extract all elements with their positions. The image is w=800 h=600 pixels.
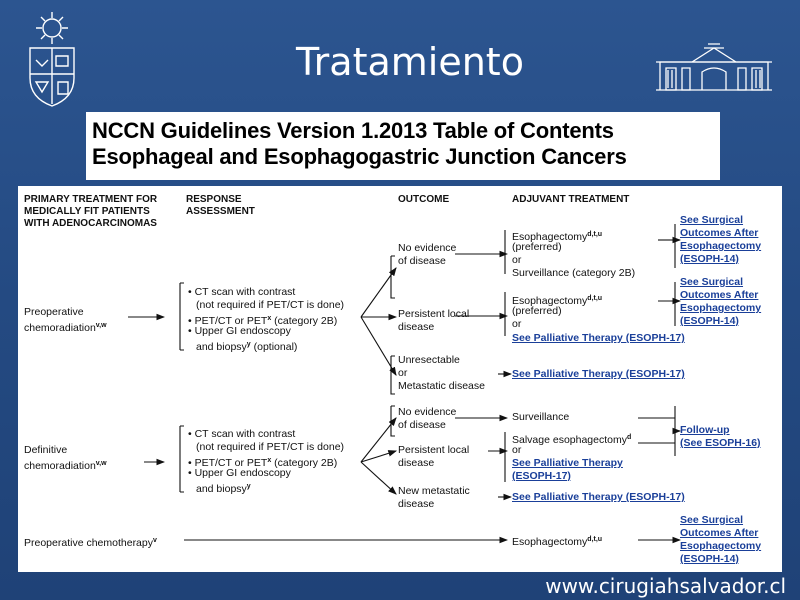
outcome-new-metastatic-a: New metastatic: [398, 485, 470, 497]
link-surgical-3d[interactable]: (ESOPH-14): [680, 553, 739, 565]
assess2-line3: • PET/CT or PET$^x$ (category 2B): [188, 457, 338, 469]
link-surgical-1c[interactable]: Esophagectomy: [680, 240, 762, 252]
adj1-preferred: (preferred): [512, 241, 562, 253]
link-surgical-3c[interactable]: Esophagectomy: [680, 540, 762, 552]
assess2-line2: (not required if PET/CT is done): [196, 441, 345, 453]
link-surgical-2c[interactable]: Esophagectomy: [680, 302, 762, 314]
primary-definitive-2: chemoradiation$^{v,w}$: [24, 460, 107, 472]
outcome-no-evidence-2b: of disease: [398, 419, 446, 431]
outcome-persistent-1b: disease: [398, 321, 435, 333]
link-surgical-3a[interactable]: See Surgical: [680, 514, 744, 526]
adj1-surveillance-2b: Surveillance (category 2B): [512, 267, 636, 279]
adj1-esophagectomy: Esophagectomy$^{d,t,u}$: [512, 231, 603, 243]
adj1-or: or: [512, 254, 522, 266]
adj2-preferred: (preferred): [512, 305, 562, 317]
link-surgical-2d[interactable]: (ESOPH-14): [680, 315, 739, 327]
assess2-line5: and biopsy$^y$: [196, 483, 251, 495]
outcome-no-evidence-1b: of disease: [398, 255, 446, 267]
adj2-or: or: [512, 318, 522, 330]
nccn-title-box: [86, 112, 720, 180]
link-followup-b[interactable]: (See ESOPH-16): [680, 437, 761, 449]
link-followup-a[interactable]: Follow-up: [680, 424, 730, 436]
outcome-new-metastatic-b: disease: [398, 498, 435, 510]
outcome-unresectable-b: or: [398, 367, 408, 379]
outcome-unresectable-a: Unresectable: [398, 354, 460, 366]
link-surgical-1a[interactable]: See Surgical: [680, 214, 744, 226]
assess2-line4: • Upper GI endoscopy: [188, 467, 291, 479]
slide-title: Tratamiento: [296, 40, 524, 84]
link-surgical-1d[interactable]: (ESOPH-14): [680, 253, 739, 265]
nccn-title-line2: Esophageal and Esophagogastric Junction Cancers: [92, 144, 627, 169]
adj5-salvage: Salvage esophagectomy$^d$: [512, 434, 632, 446]
assess1-line2: (not required if PET/CT is done): [196, 299, 345, 311]
link-surgical-2a[interactable]: See Surgical: [680, 276, 744, 288]
adj4-surveillance: Surveillance: [512, 411, 570, 423]
treatment-flowchart: [18, 186, 782, 572]
header-primary-3: WITH ADENOCARCINOMAS: [24, 218, 157, 229]
outcome-persistent-2b: disease: [398, 457, 435, 469]
outcome-no-evidence-2a: No evidence: [398, 406, 457, 418]
header-response-2: ASSESSMENT: [186, 206, 255, 217]
outcome-persistent-1a: Persistent local: [398, 308, 470, 320]
adj3-palliative-link[interactable]: See Palliative Therapy (ESOPH-17): [512, 368, 685, 380]
header-response-1: RESPONSE: [186, 194, 242, 205]
assess1-line4: • Upper GI endoscopy: [188, 325, 291, 337]
link-surgical-2b[interactable]: Outcomes After: [680, 289, 759, 301]
adj6-palliative-link[interactable]: See Palliative Therapy (ESOPH-17): [512, 491, 685, 503]
outcome-no-evidence-1a: No evidence: [398, 242, 457, 254]
nccn-title-line1: NCCN Guidelines Version 1.2013 Table of Contents: [92, 118, 614, 143]
header-primary-2: MEDICALLY FIT PATIENTS: [24, 206, 150, 217]
assess1-line1: • CT scan with contrast: [188, 286, 296, 298]
assess1-line5: and biopsy$^y$ (optional): [196, 341, 298, 353]
assess1-line3: • PET/CT or PET$^x$ (category 2B): [188, 315, 338, 327]
university-crest-logo: [22, 8, 82, 108]
primary-preop-chemorad-2: chemoradiation$^{v,w}$: [24, 322, 107, 334]
adj5-palliative-link-1[interactable]: See Palliative Therapy: [512, 457, 623, 469]
header-adjuvant: ADJUVANT TREATMENT: [512, 194, 630, 205]
assess2-line1: • CT scan with contrast: [188, 428, 296, 440]
primary-definitive-1: Definitive: [24, 444, 68, 456]
website-url: www.cirugiahsalvador.cl: [545, 574, 786, 598]
header-outcome: OUTCOME: [398, 194, 450, 205]
outcome-persistent-2a: Persistent local: [398, 444, 470, 456]
link-surgical-1b[interactable]: Outcomes After: [680, 227, 759, 239]
header-primary-1: PRIMARY TREATMENT FOR: [24, 194, 158, 205]
adj2-esophagectomy: Esophagectomy$^{d,t,u}$: [512, 295, 603, 307]
link-surgical-3b[interactable]: Outcomes After: [680, 527, 759, 539]
adj7-esophagectomy: Esophagectomy$^{d,t,u}$: [512, 536, 603, 548]
primary-preop-chemorad-1: Preoperative: [24, 306, 84, 318]
adj5-or: or: [512, 444, 522, 456]
primary-preop-chemo: Preoperative chemotherapy$^v$: [24, 537, 157, 549]
adj2-palliative-link[interactable]: See Palliative Therapy (ESOPH-17): [512, 332, 685, 344]
adj5-palliative-link-2[interactable]: (ESOPH-17): [512, 470, 571, 482]
outcome-unresectable-c: Metastatic disease: [398, 380, 485, 392]
hospital-building-logo: [652, 40, 776, 92]
